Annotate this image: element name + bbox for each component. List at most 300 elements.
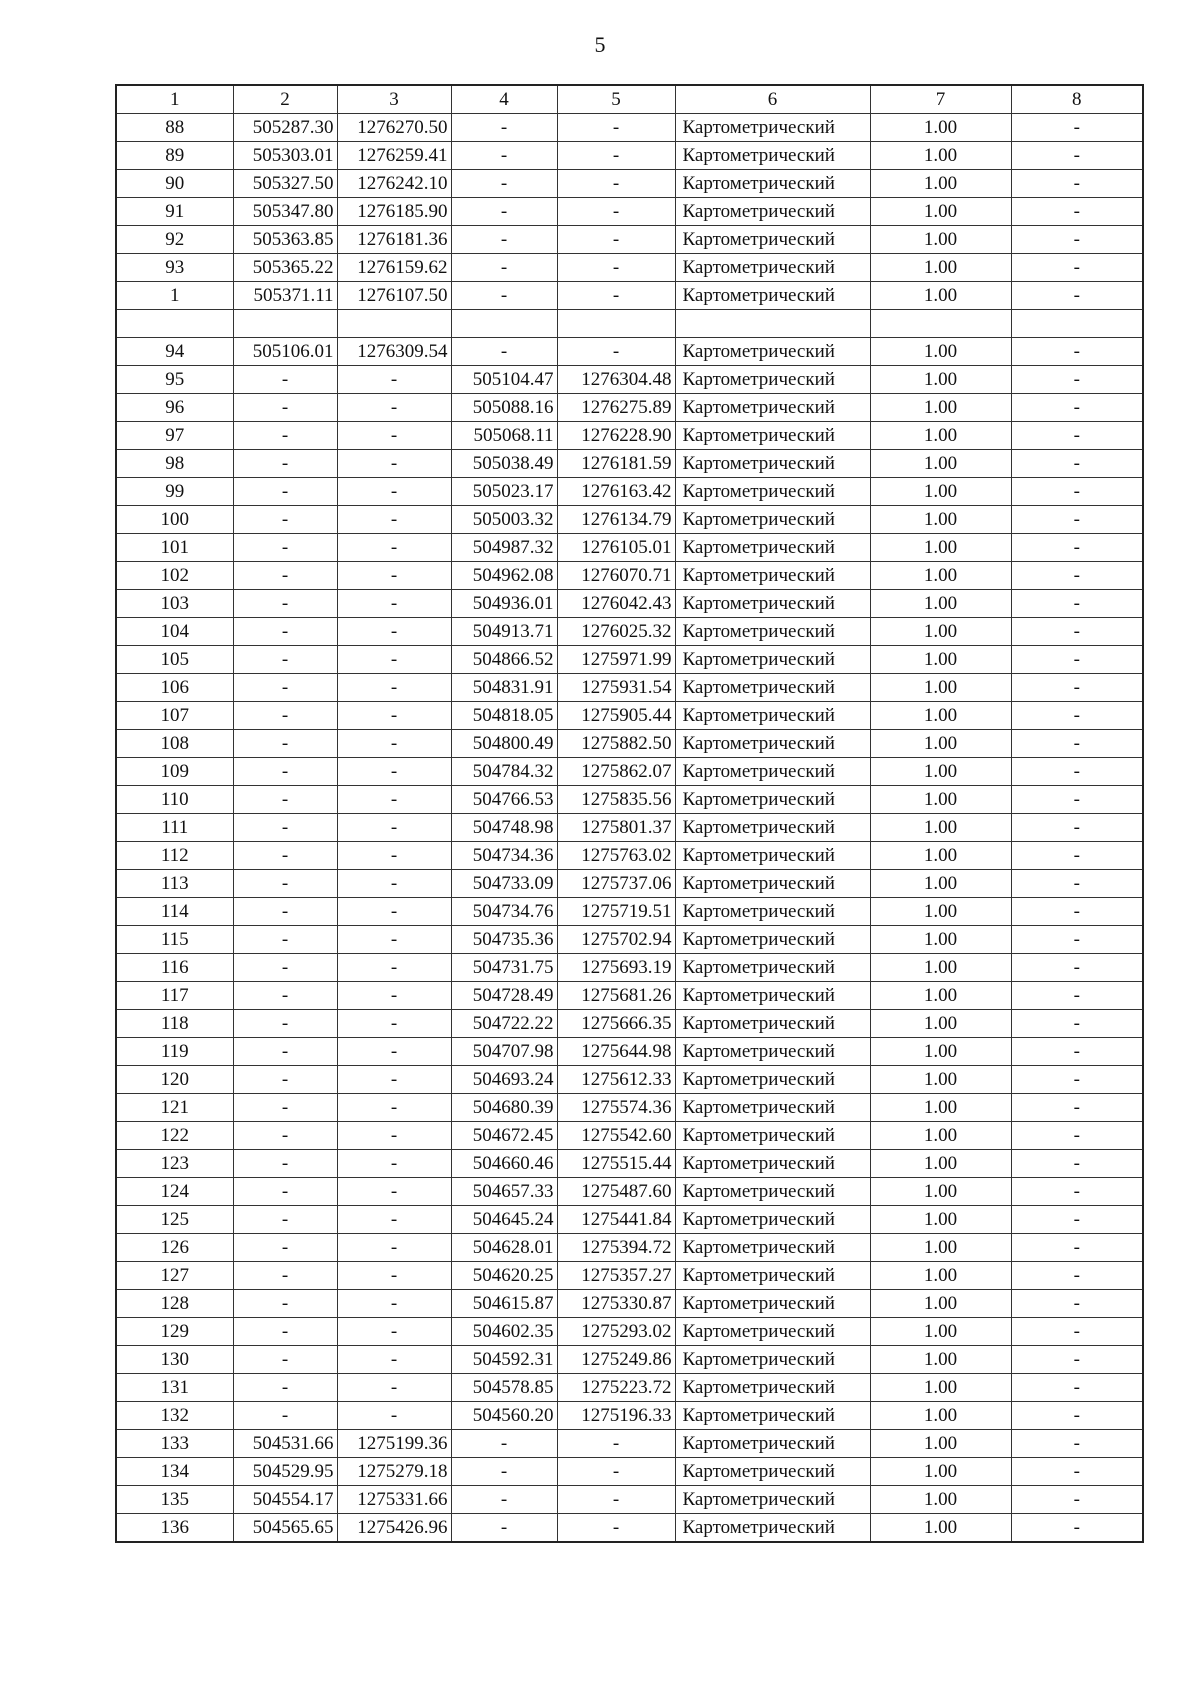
table-cell: - xyxy=(1011,142,1143,170)
table-row xyxy=(116,1486,1143,1514)
table-cell: 90 xyxy=(116,170,233,198)
table-cell: - xyxy=(1011,1038,1143,1066)
table-cell: - xyxy=(451,282,557,310)
table-cell: 504818.05 xyxy=(451,702,557,730)
table-cell: 1.00 xyxy=(870,1402,1011,1430)
table-cell: - xyxy=(233,1066,337,1094)
page-number: 5 xyxy=(594,32,606,57)
table-header-row xyxy=(116,85,1143,114)
table-cell: 504578.85 xyxy=(451,1374,557,1402)
table-cell: 134 xyxy=(116,1458,233,1486)
table-cell: 1.00 xyxy=(870,702,1011,730)
table-cell: 93 xyxy=(116,254,233,282)
table-cell: - xyxy=(337,842,451,870)
table-cell: - xyxy=(1011,730,1143,758)
table-row xyxy=(116,618,1143,646)
table-cell: 88 xyxy=(116,114,233,142)
table-cell: 1275331.66 xyxy=(337,1486,451,1514)
table-cell: 1276275.89 xyxy=(557,394,675,422)
table-cell: - xyxy=(1011,366,1143,394)
table-cell: - xyxy=(337,1150,451,1178)
table-cell: 1275426.96 xyxy=(337,1514,451,1543)
table-cell: 1.00 xyxy=(870,562,1011,590)
table-row xyxy=(116,1094,1143,1122)
table-cell: - xyxy=(337,1178,451,1206)
table-cell: - xyxy=(233,1234,337,1262)
table-cell: Картометрический xyxy=(675,1010,870,1038)
table-cell: Картометрический xyxy=(675,842,870,870)
table-cell: 1276270.50 xyxy=(337,114,451,142)
table-cell: - xyxy=(233,954,337,982)
table-cell: - xyxy=(233,450,337,478)
table-row xyxy=(116,338,1143,366)
table-cell: Картометрический xyxy=(675,1290,870,1318)
table-cell: - xyxy=(233,394,337,422)
table-cell: 1.00 xyxy=(870,226,1011,254)
table-cell: 1275931.54 xyxy=(557,674,675,702)
table-cell: 1.00 xyxy=(870,478,1011,506)
table-cell: 1275702.94 xyxy=(557,926,675,954)
table-cell: - xyxy=(1011,786,1143,814)
table-cell: 1.00 xyxy=(870,198,1011,226)
table-cell xyxy=(1011,310,1143,338)
table-row xyxy=(116,1374,1143,1402)
table-cell: 1276107.50 xyxy=(337,282,451,310)
table-cell: Картометрический xyxy=(675,1122,870,1150)
table-cell: 1.00 xyxy=(870,1178,1011,1206)
table-cell: 1275681.26 xyxy=(557,982,675,1010)
table-cell: - xyxy=(1011,870,1143,898)
table-cell: 120 xyxy=(116,1066,233,1094)
table-cell: - xyxy=(233,1206,337,1234)
table-cell: 1.00 xyxy=(870,534,1011,562)
table-cell: 1.00 xyxy=(870,590,1011,618)
table-row xyxy=(116,1066,1143,1094)
table-cell: - xyxy=(337,1010,451,1038)
table-cell: 504831.91 xyxy=(451,674,557,702)
table-cell: Картометрический xyxy=(675,1486,870,1514)
table-cell: - xyxy=(233,814,337,842)
table-cell: 107 xyxy=(116,702,233,730)
table-row xyxy=(116,478,1143,506)
table-cell: - xyxy=(337,870,451,898)
table-cell: 1275971.99 xyxy=(557,646,675,674)
table-cell: Картометрический xyxy=(675,394,870,422)
table-cell: - xyxy=(233,506,337,534)
column-header: 2 xyxy=(233,85,337,114)
table-cell: - xyxy=(233,1346,337,1374)
table-cell: 505363.85 xyxy=(233,226,337,254)
table-cell: - xyxy=(557,114,675,142)
table-cell: 113 xyxy=(116,870,233,898)
table-cell: Картометрический xyxy=(675,1318,870,1346)
table-cell: 1.00 xyxy=(870,1094,1011,1122)
table-cell: 98 xyxy=(116,450,233,478)
table-cell: - xyxy=(233,898,337,926)
table-cell: 89 xyxy=(116,142,233,170)
table-cell: - xyxy=(451,1514,557,1543)
table-cell: - xyxy=(1011,1346,1143,1374)
table-row xyxy=(116,1402,1143,1430)
table-cell: 504766.53 xyxy=(451,786,557,814)
table-cell: - xyxy=(337,1206,451,1234)
table-cell: - xyxy=(557,1430,675,1458)
table-cell: - xyxy=(233,702,337,730)
table-cell: - xyxy=(337,674,451,702)
table-row xyxy=(116,1122,1143,1150)
table-cell: 504672.45 xyxy=(451,1122,557,1150)
table-cell: 135 xyxy=(116,1486,233,1514)
table-cell: 504602.35 xyxy=(451,1318,557,1346)
table-cell: 504987.32 xyxy=(451,534,557,562)
table-cell: - xyxy=(233,618,337,646)
table-cell: Картометрический xyxy=(675,1066,870,1094)
table-cell: - xyxy=(337,1290,451,1318)
table-cell: 1.00 xyxy=(870,1206,1011,1234)
table-cell: 95 xyxy=(116,366,233,394)
table-cell: Картометрический xyxy=(675,226,870,254)
table-cell: Картометрический xyxy=(675,814,870,842)
table-cell: 131 xyxy=(116,1374,233,1402)
table-cell: - xyxy=(451,1430,557,1458)
table-cell: 1276025.32 xyxy=(557,618,675,646)
table-cell: - xyxy=(1011,702,1143,730)
table-row xyxy=(116,730,1143,758)
table-cell: 1.00 xyxy=(870,618,1011,646)
table-cell: Картометрический xyxy=(675,1458,870,1486)
table-cell: Картометрический xyxy=(675,1402,870,1430)
table-row xyxy=(116,1458,1143,1486)
table-cell: 505104.47 xyxy=(451,366,557,394)
table-cell: 1.00 xyxy=(870,338,1011,366)
table-cell: 504560.20 xyxy=(451,1402,557,1430)
table-cell: 1275763.02 xyxy=(557,842,675,870)
table-cell: 1.00 xyxy=(870,1150,1011,1178)
table-cell xyxy=(451,310,557,338)
table-cell: 1275330.87 xyxy=(557,1290,675,1318)
table-cell: 504748.98 xyxy=(451,814,557,842)
table-cell: 1275249.86 xyxy=(557,1346,675,1374)
table-cell: 1275487.60 xyxy=(557,1178,675,1206)
column-header: 3 xyxy=(337,85,451,114)
table-row xyxy=(116,842,1143,870)
table-cell: - xyxy=(337,814,451,842)
table-cell: - xyxy=(337,590,451,618)
table-cell: 1.00 xyxy=(870,1122,1011,1150)
table-cell: - xyxy=(557,1486,675,1514)
table-row xyxy=(116,954,1143,982)
table-cell: 1.00 xyxy=(870,646,1011,674)
table-cell: - xyxy=(337,702,451,730)
table-cell: 504936.01 xyxy=(451,590,557,618)
table-cell: Картометрический xyxy=(675,590,870,618)
table-cell: - xyxy=(233,562,337,590)
table-cell: 1.00 xyxy=(870,954,1011,982)
table-cell: 1275612.33 xyxy=(557,1066,675,1094)
table-cell: Картометрический xyxy=(675,1262,870,1290)
table-cell: 1.00 xyxy=(870,282,1011,310)
table-cell: 1276181.59 xyxy=(557,450,675,478)
table-cell: - xyxy=(337,982,451,1010)
table-cell: 108 xyxy=(116,730,233,758)
table-cell: Картометрический xyxy=(675,1234,870,1262)
table-row xyxy=(116,1430,1143,1458)
table-cell: 505068.11 xyxy=(451,422,557,450)
table-row xyxy=(116,1038,1143,1066)
column-header: 8 xyxy=(1011,85,1143,114)
table-row xyxy=(116,562,1143,590)
table-cell: 115 xyxy=(116,926,233,954)
table-cell: 1.00 xyxy=(870,142,1011,170)
table-cell: 504645.24 xyxy=(451,1206,557,1234)
table-cell xyxy=(675,310,870,338)
table-cell: 1.00 xyxy=(870,674,1011,702)
table-row xyxy=(116,870,1143,898)
table-cell: - xyxy=(233,1010,337,1038)
table-cell: - xyxy=(1011,1458,1143,1486)
table-cell: 1.00 xyxy=(870,730,1011,758)
table-cell: 1.00 xyxy=(870,1374,1011,1402)
table-row xyxy=(116,898,1143,926)
table-cell: Картометрический xyxy=(675,534,870,562)
table-cell: 1276134.79 xyxy=(557,506,675,534)
table-cell: 1275196.33 xyxy=(557,1402,675,1430)
table-cell: 1.00 xyxy=(870,394,1011,422)
table-cell: 119 xyxy=(116,1038,233,1066)
table-cell: Картометрический xyxy=(675,1150,870,1178)
table-cell: - xyxy=(1011,590,1143,618)
table-row xyxy=(116,674,1143,702)
table-cell: - xyxy=(451,1458,557,1486)
table-cell: 123 xyxy=(116,1150,233,1178)
table-cell: - xyxy=(1011,842,1143,870)
table-cell: - xyxy=(337,1122,451,1150)
table-cell: - xyxy=(1011,114,1143,142)
table-cell: - xyxy=(1011,1122,1143,1150)
table-cell: 99 xyxy=(116,478,233,506)
table-row xyxy=(116,114,1143,142)
table-row xyxy=(116,982,1143,1010)
table-cell: - xyxy=(451,226,557,254)
table-cell: Картометрический xyxy=(675,786,870,814)
table-row xyxy=(116,1010,1143,1038)
table-cell: 505106.01 xyxy=(233,338,337,366)
table-cell: 103 xyxy=(116,590,233,618)
table-cell: 1276042.43 xyxy=(557,590,675,618)
table-cell: 504913.71 xyxy=(451,618,557,646)
table-cell: Картометрический xyxy=(675,338,870,366)
table-cell: - xyxy=(1011,1486,1143,1514)
table-row xyxy=(116,506,1143,534)
table-cell: Картометрический xyxy=(675,702,870,730)
table-cell: 1275279.18 xyxy=(337,1458,451,1486)
table-cell: - xyxy=(337,562,451,590)
table-cell: 1.00 xyxy=(870,870,1011,898)
table-cell: - xyxy=(1011,226,1143,254)
table-cell: Картометрический xyxy=(675,366,870,394)
table-row xyxy=(116,366,1143,394)
table-cell: Картометрический xyxy=(675,282,870,310)
table-cell: 504615.87 xyxy=(451,1290,557,1318)
table-cell: 1275357.27 xyxy=(557,1262,675,1290)
table-row xyxy=(116,590,1143,618)
table-cell: - xyxy=(233,534,337,562)
table-cell: 1276181.36 xyxy=(337,226,451,254)
table-cell: 504660.46 xyxy=(451,1150,557,1178)
table-cell: 130 xyxy=(116,1346,233,1374)
table-cell: 1.00 xyxy=(870,842,1011,870)
table-cell: - xyxy=(337,1374,451,1402)
table-cell: - xyxy=(233,786,337,814)
table-cell: - xyxy=(1011,1262,1143,1290)
coordinates-table xyxy=(115,84,1144,1543)
table-cell: - xyxy=(1011,646,1143,674)
table-cell: - xyxy=(1011,1150,1143,1178)
table-body xyxy=(116,85,1143,1542)
table-cell: 1.00 xyxy=(870,254,1011,282)
table-cell: 1.00 xyxy=(870,422,1011,450)
table-cell: - xyxy=(233,366,337,394)
table-cell: - xyxy=(233,842,337,870)
table-cell: 1275394.72 xyxy=(557,1234,675,1262)
table-cell: - xyxy=(1011,1178,1143,1206)
table-cell xyxy=(116,310,233,338)
table-cell: 504531.66 xyxy=(233,1430,337,1458)
table-cell: - xyxy=(1011,674,1143,702)
table-row xyxy=(116,534,1143,562)
table-cell: 1275862.07 xyxy=(557,758,675,786)
table-cell: 1.00 xyxy=(870,1066,1011,1094)
table-cell: - xyxy=(337,618,451,646)
table-cell: 1276105.01 xyxy=(557,534,675,562)
table-cell: - xyxy=(1011,1234,1143,1262)
table-row xyxy=(116,1206,1143,1234)
table-cell: 122 xyxy=(116,1122,233,1150)
table-cell: 1275835.56 xyxy=(557,786,675,814)
table-row xyxy=(116,814,1143,842)
table-cell: 504707.98 xyxy=(451,1038,557,1066)
table-cell: 504693.24 xyxy=(451,1066,557,1094)
table-cell: 1.00 xyxy=(870,170,1011,198)
table-cell: - xyxy=(1011,1290,1143,1318)
table-cell: 504866.52 xyxy=(451,646,557,674)
table-cell: 1275293.02 xyxy=(557,1318,675,1346)
table-cell: 111 xyxy=(116,814,233,842)
table-row xyxy=(116,282,1143,310)
table-cell: - xyxy=(233,1094,337,1122)
table-cell: - xyxy=(233,646,337,674)
table-cell: 1.00 xyxy=(870,450,1011,478)
table-cell: 116 xyxy=(116,954,233,982)
table-cell: 1.00 xyxy=(870,1290,1011,1318)
table-cell: 1276070.71 xyxy=(557,562,675,590)
table-cell: - xyxy=(337,450,451,478)
table-cell: 132 xyxy=(116,1402,233,1430)
table-cell: 1.00 xyxy=(870,1038,1011,1066)
table-cell: Картометрический xyxy=(675,450,870,478)
table-cell: Картометрический xyxy=(675,422,870,450)
column-header: 5 xyxy=(557,85,675,114)
table-cell: 504734.76 xyxy=(451,898,557,926)
table-cell: 1276304.48 xyxy=(557,366,675,394)
table-cell: 1.00 xyxy=(870,1486,1011,1514)
table-cell: 1276309.54 xyxy=(337,338,451,366)
table-cell: - xyxy=(233,926,337,954)
table-cell: 1.00 xyxy=(870,982,1011,1010)
table-cell xyxy=(557,310,675,338)
table-cell: - xyxy=(1011,1094,1143,1122)
table-cell: Картометрический xyxy=(675,954,870,982)
table-cell: Картометрический xyxy=(675,870,870,898)
table-cell: Картометрический xyxy=(675,1430,870,1458)
table-cell: 504657.33 xyxy=(451,1178,557,1206)
table-cell: Картометрический xyxy=(675,1178,870,1206)
table-cell: Картометрический xyxy=(675,674,870,702)
table-cell: - xyxy=(1011,898,1143,926)
table-cell: 114 xyxy=(116,898,233,926)
table-row xyxy=(116,198,1143,226)
table-cell: - xyxy=(233,1374,337,1402)
table-cell: 125 xyxy=(116,1206,233,1234)
table-cell: 110 xyxy=(116,786,233,814)
table-row xyxy=(116,310,1143,338)
table-cell: - xyxy=(557,142,675,170)
table-cell: 104 xyxy=(116,618,233,646)
table-cell: 505003.32 xyxy=(451,506,557,534)
table-cell: - xyxy=(233,422,337,450)
table-cell: 504784.32 xyxy=(451,758,557,786)
table-cell: - xyxy=(233,730,337,758)
table-cell: 504728.49 xyxy=(451,982,557,1010)
table-cell: Картометрический xyxy=(675,254,870,282)
table-cell: 1276259.41 xyxy=(337,142,451,170)
table-cell: Картометрический xyxy=(675,1038,870,1066)
table-cell: - xyxy=(337,1094,451,1122)
table-cell: - xyxy=(1011,1066,1143,1094)
table-cell: 1275644.98 xyxy=(557,1038,675,1066)
table-cell xyxy=(870,310,1011,338)
table-cell: - xyxy=(337,646,451,674)
table-cell: 1276159.62 xyxy=(337,254,451,282)
table-cell: - xyxy=(233,1262,337,1290)
table-cell: - xyxy=(557,338,675,366)
table-cell: 504554.17 xyxy=(233,1486,337,1514)
table-row xyxy=(116,170,1143,198)
table-row xyxy=(116,394,1143,422)
table-cell: 105 xyxy=(116,646,233,674)
table-cell: Картометрический xyxy=(675,506,870,534)
table-row xyxy=(116,1346,1143,1374)
table-cell: 118 xyxy=(116,1010,233,1038)
table-cell: Картометрический xyxy=(675,170,870,198)
table-row xyxy=(116,1318,1143,1346)
table-cell: 505303.01 xyxy=(233,142,337,170)
table-cell: - xyxy=(337,898,451,926)
table-cell: 505365.22 xyxy=(233,254,337,282)
table-cell: 1275666.35 xyxy=(557,1010,675,1038)
table-cell: 1.00 xyxy=(870,1514,1011,1543)
table-cell: Картометрический xyxy=(675,114,870,142)
table-cell: 1.00 xyxy=(870,1010,1011,1038)
table-cell: Картометрический xyxy=(675,562,870,590)
table-cell: - xyxy=(557,226,675,254)
table-cell: 136 xyxy=(116,1514,233,1543)
table-cell: Картометрический xyxy=(675,478,870,506)
table-cell: - xyxy=(337,926,451,954)
table-cell: - xyxy=(1011,282,1143,310)
table-cell: - xyxy=(233,674,337,702)
table-cell: 1276185.90 xyxy=(337,198,451,226)
